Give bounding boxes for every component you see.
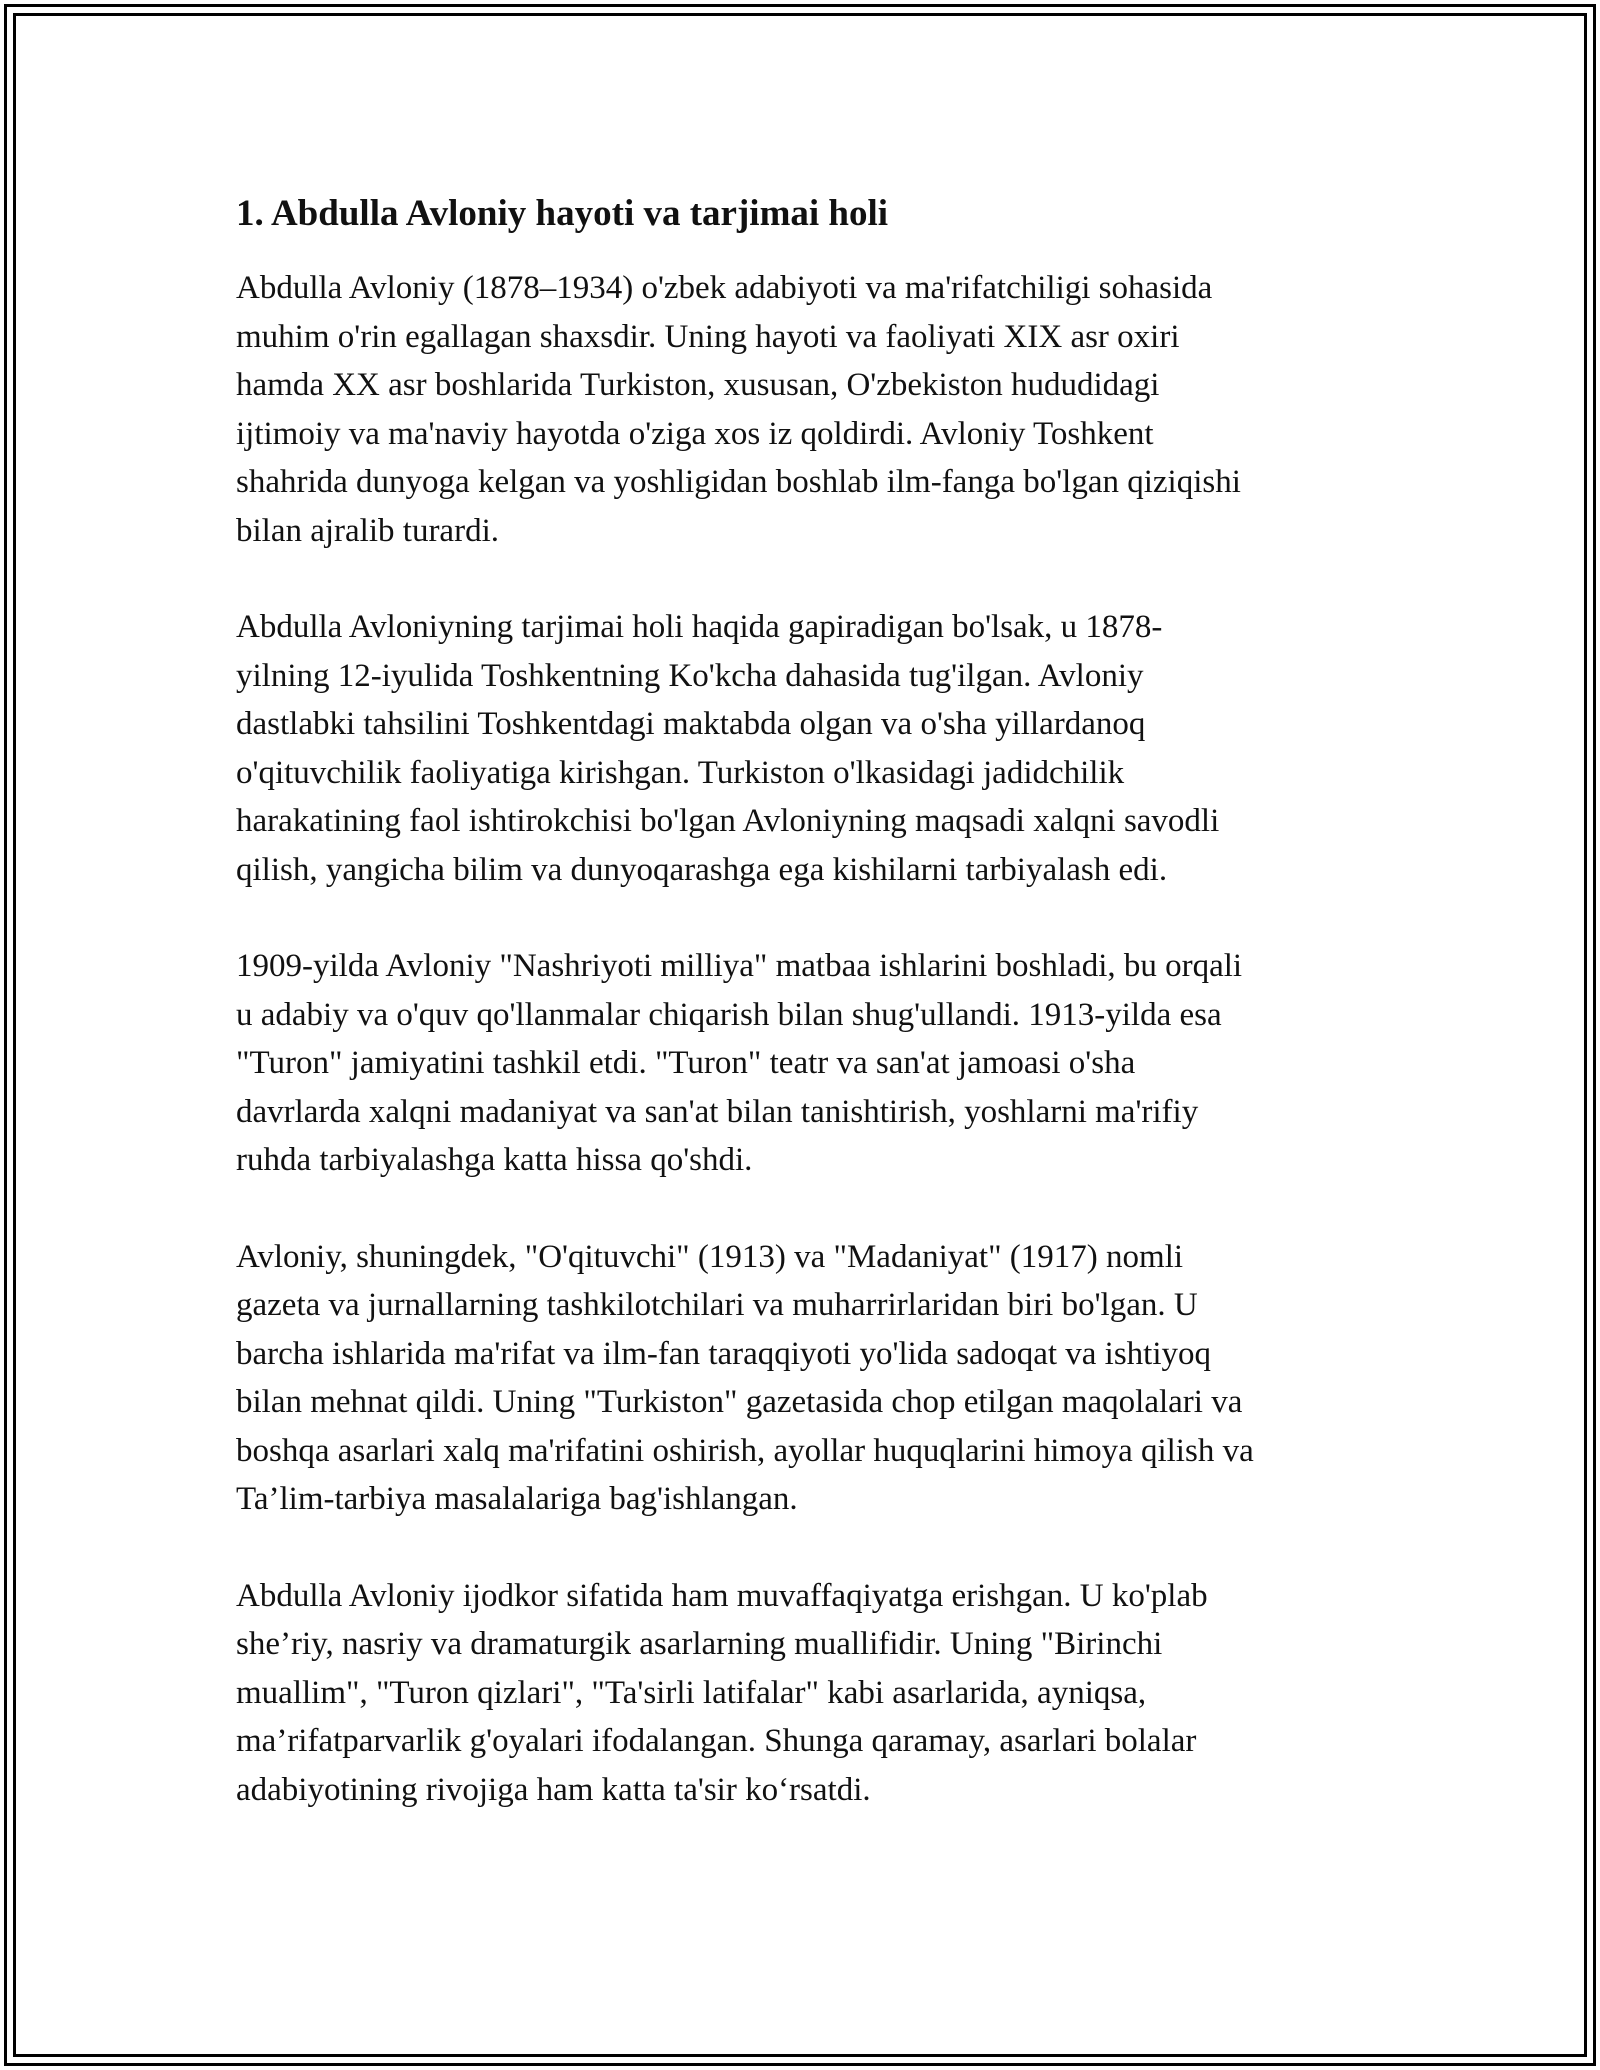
section-title: 1. Abdulla Avloniy hayoti va tarjimai holi (236, 193, 889, 234)
paragraph-2: Abdulla Avloniyning tarjimai holi haqida gapiradigan bo'lsak, u 1878- yilning 12-iyulida Toshkentning Ko'kcha dahasida tug'ilgan. Avloniy dastlabki tahsilini Toshkentdagi maktabda olgan va o'sha yillardanoq o'qituvchilik faoliyatiga kirishgan. Turkiston o'lkasidagi jadidchilik harakatining faol ishtirokchisi bo'lgan Avloniyning maqsadi xalqni savodli qilish, yangicha bilim va dunyoqarashga ega kishilarni tarbiyalash edi. (236, 609, 1220, 888)
paragraph-5: Abdulla Avloniy ijodkor sifatida ham muvaffaqiyatga erishgan. U ko'plab she’riy, nasriy va dramaturgik asarlarning muallifidir. Uning "Birinchi muallim", "Turon qizlari", "Ta'sirli latifalar" kabi asarlarida, ayniqsa, ma’rifatparvarlik g'oyalari ifodalangan. Shunga qaramay, asarlari bolalar adabiyotining rivojiga ham katta ta'sir ko‘rsatdi. (236, 1577, 1208, 1808)
paragraph-1: Abdulla Avloniy (1878–1934) o'zbek adabiyoti va ma'rifatchiligi sohasida muhim o'rin egallagan shaxsdir. Uning hayoti va faoliyati XIX asr oxiri hamda XX asr boshlarida Turkiston, xususan, O'zbekiston hududidagi ijtimoiy va ma'naviy hayotda o'ziga xos iz qoldirdi. Avloniy Toshkent shahrida dunyoga kelgan va yoshligidan boshlab ilm-fanga bo'lgan qiziqishi bilan ajralib turardi. (236, 270, 1241, 549)
document-body (236, 186, 1406, 1862)
paragraph-4: Avloniy, shuningdek, "O'qituvchi" (1913) va "Madaniyat" (1917) nomli gazeta va jurnallarning tashkilotchilari va muharrirlaridan biri bo'lgan. U barcha ishlarida ma'rifat va ilm-fan taraqqiyoti yo'lida sadoqat va ishtiyoq bilan mehnat qildi. Uning "Turkiston" gazetasida chop etilgan maqolalari va boshqa asarlari xalq ma'rifatini oshirish, ayollar huquqlarini himoya qilish va Ta’lim-tarbiya masalalariga bag'ishlangan. (236, 1238, 1254, 1517)
paragraph-3: 1909-yilda Avloniy "Nashriyoti milliya" matbaa ishlarini boshladi, bu orqali u adabiy va o'quv qo'llanmalar chiqarish bilan shug'ullandi. 1913-yilda esa "Turon" jamiyatini tashkil etdi. "Turon" teatr va san'at jamoasi o'sha davrlarda xalqni madaniyat va san'at bilan tanishtirish, yoshlarni ma'rifiy ruhda tarbiyalashga katta hissa qo'shdi. (236, 948, 1243, 1178)
